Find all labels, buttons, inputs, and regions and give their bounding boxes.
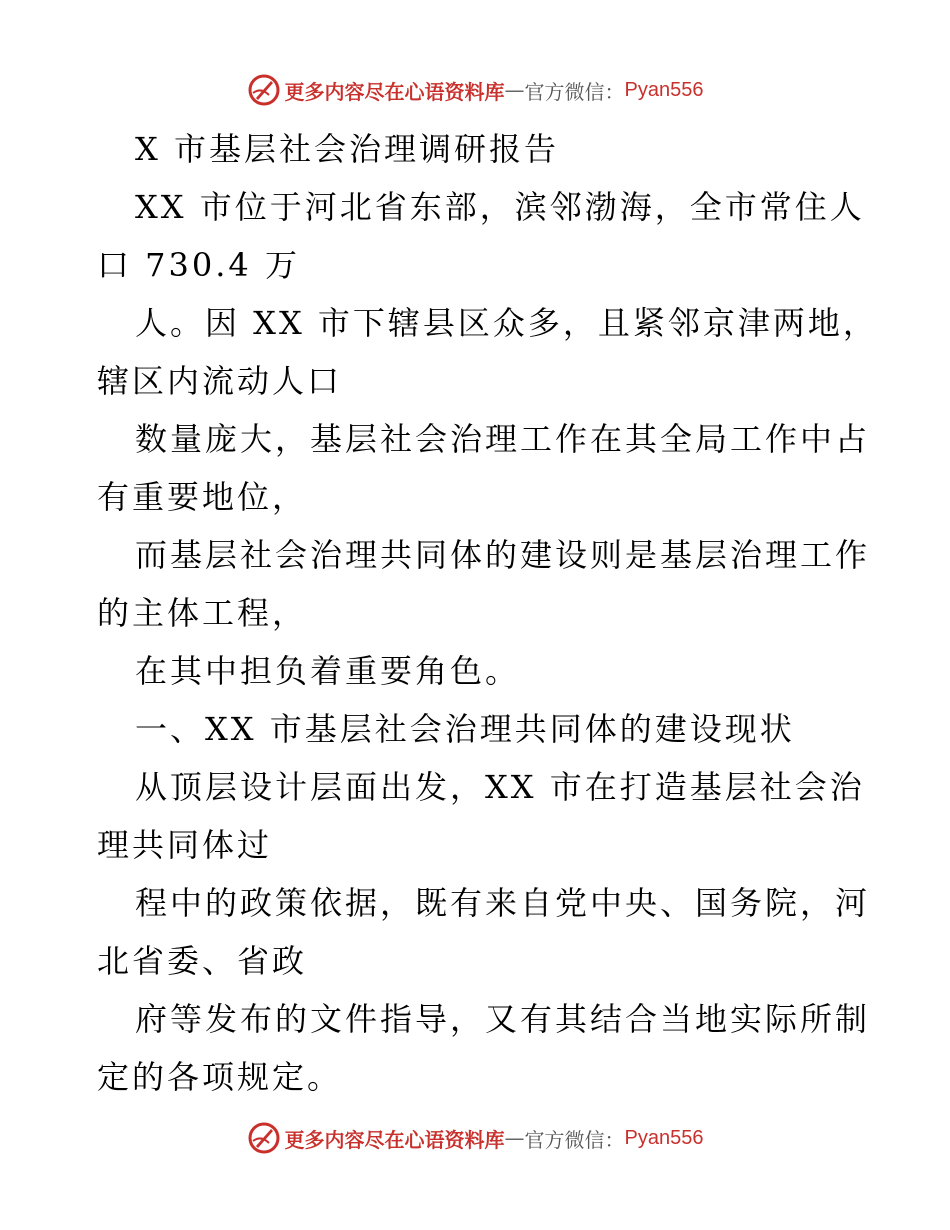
paragraph-line: 府等发布的文件指导，又有其结合当地实际所制 <box>135 1000 871 1038</box>
paragraph-line: 辖区内流动人口 <box>97 362 343 400</box>
paragraph-line: 的主体工程， <box>97 594 308 632</box>
paragraph-line: XX 市位于河北省东部，滨邻渤海，全市常住人 <box>135 188 865 226</box>
watermark-contact-label: 官方微信： <box>524 1127 625 1152</box>
watermark-contact-label: 官方微信： <box>524 79 625 104</box>
paragraph-line: 定的各项规定。 <box>97 1058 343 1096</box>
watermark-contact-id: Pyan556 <box>624 78 704 101</box>
paragraph-line: 在其中担负着重要角色。 <box>135 652 521 690</box>
paragraph-line: 数量庞大，基层社会治理工作在其全局工作中占 <box>135 420 871 458</box>
paragraph-line: 人。因 XX 市下辖县区众多，且紧邻京津两地， <box>135 304 878 342</box>
paragraph-line: 有重要地位， <box>97 478 308 516</box>
document-title: X 市基层社会治理调研报告 <box>135 130 559 168</box>
section-heading: 一、XX 市基层社会治理共同体的建设现状 <box>135 710 795 748</box>
paragraph-line: 口 730.4 万 <box>97 246 300 284</box>
document-body <box>97 120 878 1106</box>
paragraph-line: 从顶层设计层面出发，XX 市在打造基层社会治 <box>135 768 865 806</box>
paragraph-line: 而基层社会治理共同体的建设则是基层治理工作 <box>135 536 871 574</box>
watermark-separator: — <box>504 78 525 102</box>
paragraph-line: 北省委、省政 <box>97 942 308 980</box>
watermark-separator: — <box>504 1126 525 1150</box>
header-watermark <box>0 70 950 110</box>
watermark-brand: 更多内容尽在心语资料库 <box>284 1127 505 1152</box>
footer-watermark <box>0 1118 950 1158</box>
paragraph-line: 理共同体过 <box>97 826 273 864</box>
watermark-contact-id: Pyan556 <box>624 1126 704 1149</box>
paragraph-line: 程中的政策依据，既有来自党中央、国务院，河 <box>135 884 871 922</box>
quill-emblem-icon <box>247 1121 281 1155</box>
quill-emblem-icon <box>247 73 281 107</box>
watermark-brand: 更多内容尽在心语资料库 <box>284 79 505 104</box>
